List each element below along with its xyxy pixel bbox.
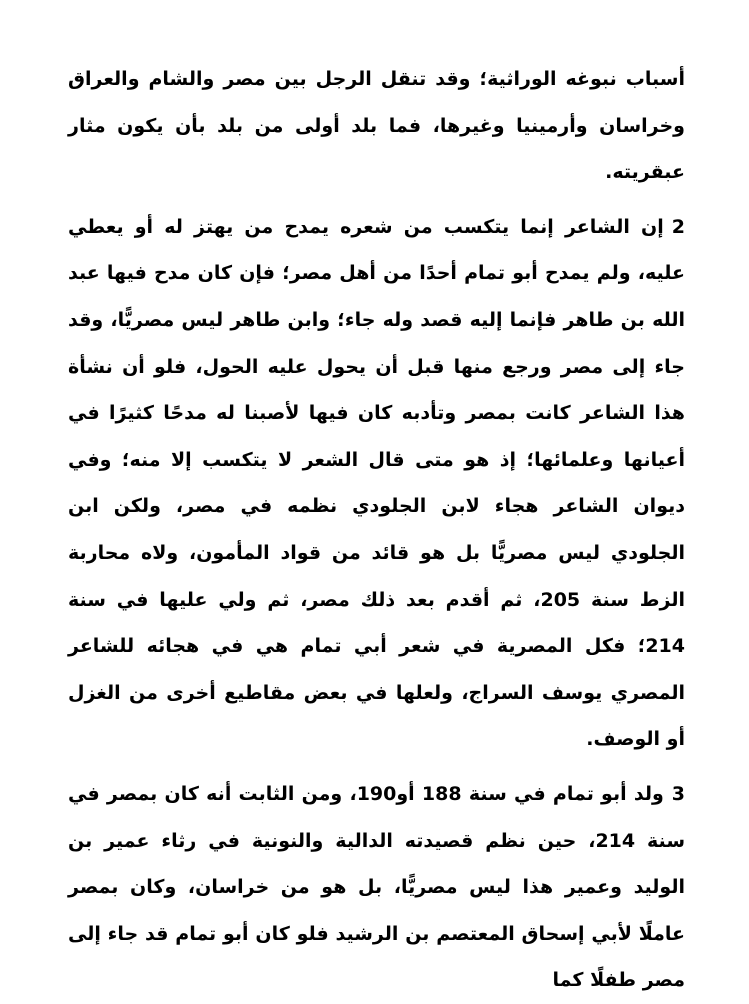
paragraph-3-text: ولد أبو تمام في سنة 188 أو190، ومن الثابت أنه كان بمصر في سنة 214، حين نظم قصيدته الدالية والنونية في رثاء عمير بن الوليد وعمير هذا ليس مصريًّا، بل هو من خراسان، وكان بمصر عاملًا لأبي إسحاق المعتصم بن الرشيد فلو كان أبو تمام قد جاء إلى مصر طفلًا كما [68,782,686,992]
paragraph-2-text: إن الشاعر إنما يتكسب من شعره يمدح من يهتز له أو يعطي عليه، ولم يمدح أبو تمام أحدًا من أهل مصر؛ فإن كان مدح فيها عبد الله بن طاهر فإنما إليه قصد وله جاء؛ وابن طاهر ليس مصريًّا، وقد جاء إلى مصر ورجع منها قبل أن يحول عليه الحول، فلو أن نشأة هذا الشاعر كانت بمصر وتأدبه كان فيها لأصبنا له مدحًا كثيرًا في أعيانها وعلمائها؛ إذ هو متى قال الشعر لا يتكسب إلا منه؛ وفي ديوان الشاعر هجاء لابن الجلودي نظمه في مصر، ولكن ابن الجلودي ليس مصريًّا بل هو قائد من قواد المأمون، ولاه محاربة الزط سنة 205، ثم أقدم بعد ذلك مصر، ثم ولي عليها في سنة 214؛ فكل المصرية في شعر أبي تمام هي في هجائه للشاعر المصري يوسف السراج، ولعلها في بعض مقاطيع أخرى من الغزل أو الوصف. [68,215,685,751]
paragraph-3 [68,771,685,1004]
paragraph-1 [68,56,685,196]
document-page [68,56,685,1004]
paragraph-2-number: 2 [671,215,685,238]
paragraph-1-text: أسباب نبوغه الوراثية؛ وقد تنقل الرجل بين مصر والشام والعراق وخراسان وأرمينيا وغيرها، فما بلد أولى من بلد بأن يكون مثار عبقريته. [68,68,685,184]
paragraph-2 [68,204,685,763]
paragraph-3-number: 3 [671,782,685,805]
